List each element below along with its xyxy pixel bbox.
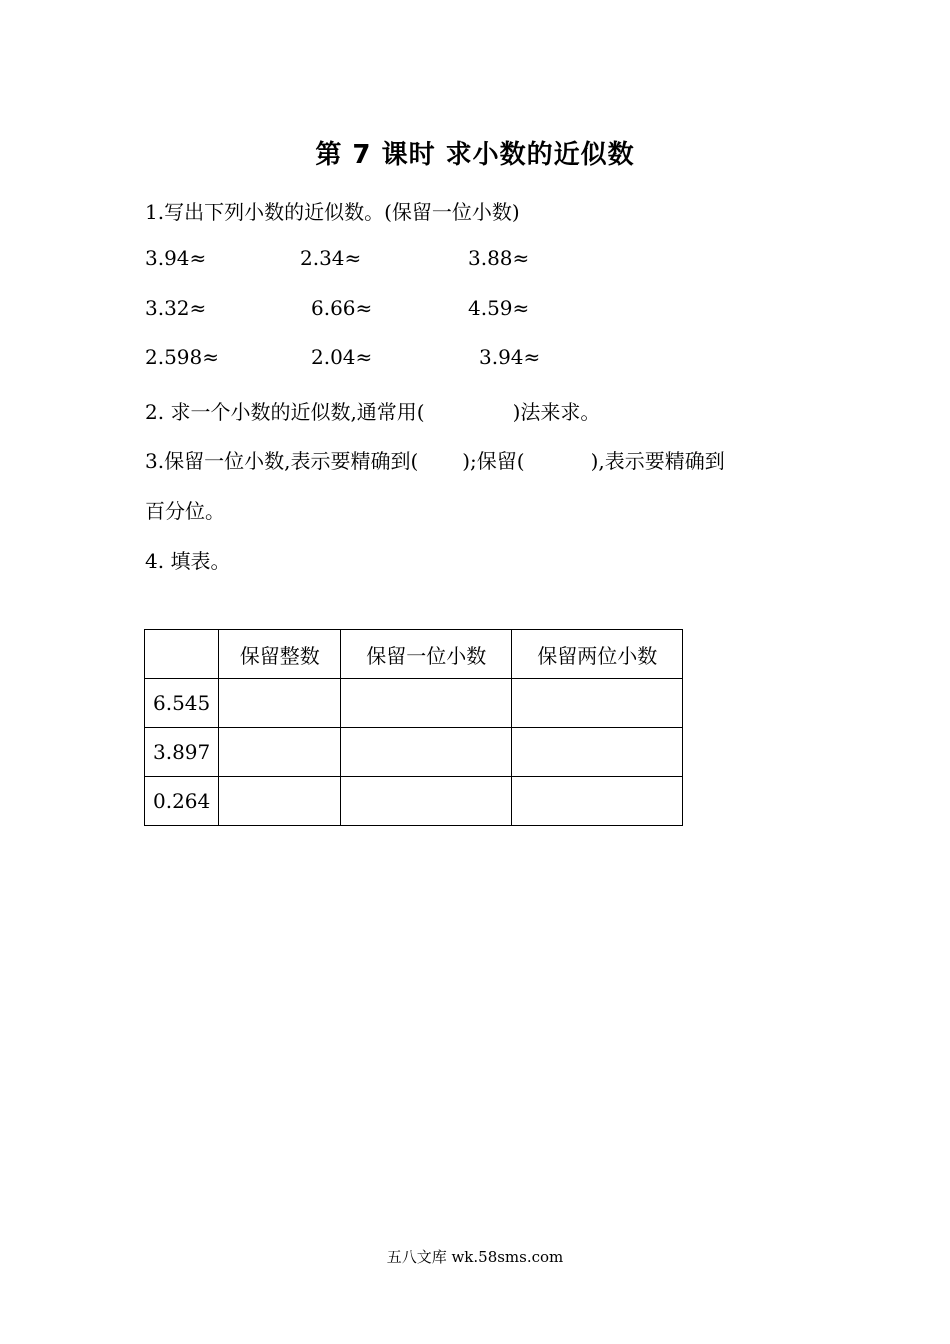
answer-cell[interactable] (512, 679, 683, 728)
q3-line-2: 百分位。 (145, 499, 225, 523)
q1-item: 2.34≈ (300, 246, 362, 270)
q1-item: 4.59≈ (468, 296, 530, 320)
q1-item: 3.94≈ (145, 246, 207, 270)
table-header-cell: 保留两位小数 (512, 630, 683, 679)
q3-text-part1: 3.保留一位小数,表示要精确到( (145, 449, 419, 473)
q2-text-before: 2. 求一个小数的近似数,通常用( (145, 400, 425, 424)
q1-item: 3.94≈ (479, 345, 541, 369)
table-header-row (145, 630, 683, 679)
q1-item: 3.32≈ (145, 296, 207, 320)
fill-table (144, 629, 683, 826)
q3-text-part3: ),表示要精确到 (590, 449, 725, 473)
row-label: 0.264 (145, 777, 219, 826)
footer-watermark: 五八文库 wk.58sms.com (386, 1248, 564, 1266)
answer-cell[interactable] (341, 728, 512, 777)
answer-cell[interactable] (512, 777, 683, 826)
table-row (145, 728, 683, 777)
answer-cell[interactable] (341, 679, 512, 728)
answer-cell[interactable] (219, 777, 341, 826)
question-3 (145, 445, 725, 474)
table-header-cell (145, 630, 219, 679)
answer-cell[interactable] (512, 728, 683, 777)
q1-item: 6.66≈ (311, 296, 373, 320)
q1-item: 2.04≈ (311, 345, 373, 369)
q1-item: 3.88≈ (468, 246, 530, 270)
answer-cell[interactable] (219, 679, 341, 728)
question-1-prompt: 1.写出下列小数的近似数。(保留一位小数) (145, 200, 520, 224)
row-label: 6.545 (145, 679, 219, 728)
question-4-prompt: 4. 填表。 (145, 549, 231, 573)
page-title: 第 7 课时 求小数的近似数 (315, 140, 635, 170)
table-row (145, 679, 683, 728)
question-2 (145, 396, 600, 425)
q3-text-part2: );保留( (462, 449, 525, 473)
table-header-cell: 保留一位小数 (341, 630, 512, 679)
q1-item: 2.598≈ (145, 345, 220, 369)
table-row (145, 777, 683, 826)
row-label: 3.897 (145, 728, 219, 777)
answer-cell[interactable] (341, 777, 512, 826)
table-header-cell: 保留整数 (219, 630, 341, 679)
answer-cell[interactable] (219, 728, 341, 777)
q2-text-after: )法来求。 (512, 400, 601, 424)
